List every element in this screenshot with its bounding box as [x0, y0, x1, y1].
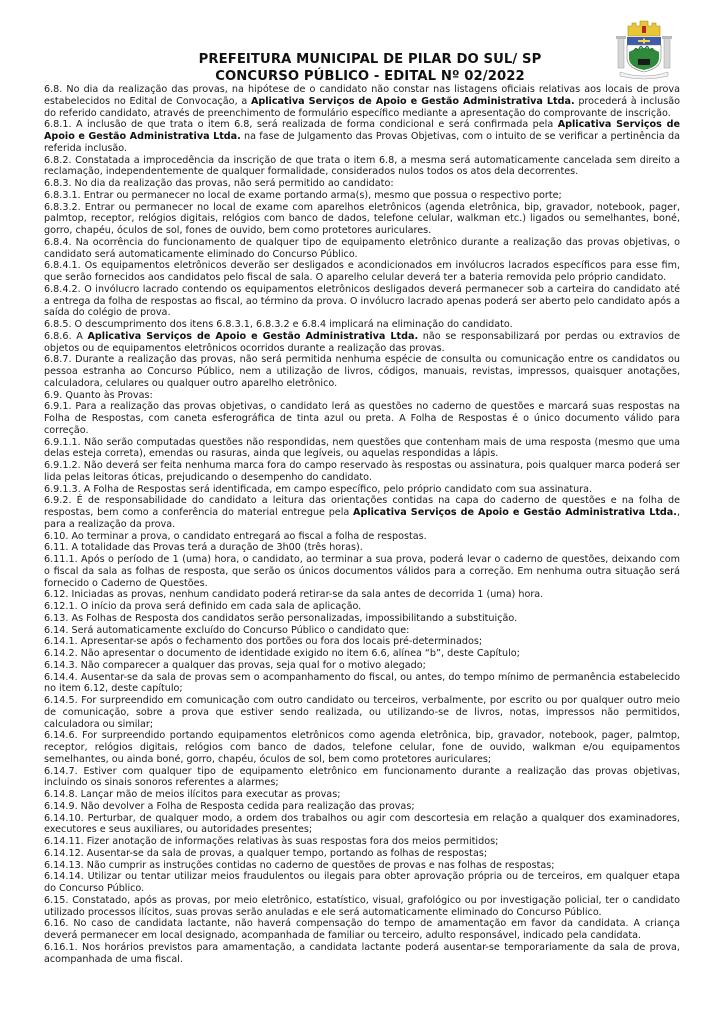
- company-name-bold: Aplicativa Serviços de Apoio e Gestão Administrativa Ltda.: [250, 95, 575, 107]
- paragraph-text: 6.12.1. O início da prova será definido em cada sala de aplicação.: [44, 601, 362, 612]
- paragraph-text: 6.14.4. Ausentar-se da sala de provas sem o acompanhamento do fiscal, ou antes, do tempo mínimo de permanência estabelecido no item 6.12, deste capítulo;: [44, 671, 680, 695]
- company-name-bold: Aplicativa Serviços de Apoio e Gestão Administrativa Ltda.: [87, 330, 419, 342]
- paragraph-text: 6.9.1.1. Não serão computadas questões não respondidas, nem questões que contenham mais de uma resposta (mesmo que uma delas esteja correta), emendas ou rasuras, ainda que legíveis, ou aquelas respondidas a lápis.: [44, 436, 680, 460]
- paragraph-text: 6.14.6. For surpreendido portando equipamentos eletrônicos como agenda eletrônica, bip, gravador, notebook, pager, palmtop, receptor, relógios digitais, relógios com banco de dados, telefone celular, fone de ouvido, walkman e/ou equipamentos semelhantes, ou ainda boné, gorro, chapéu, óculos de sol, bem como protetores auriculares;: [44, 730, 680, 765]
- paragraph-text: 6.9. Quanto às Provas:: [44, 389, 153, 401]
- paragraph-text: 6.8. No dia da realização das provas, na hipótese de o candidato não constar nas listagens oficiais relativas aos locais de prova estabelecidos no Edital de Convocação, a: [44, 84, 680, 107]
- paragraph-text: 6.14.3. Não comparecer a qualquer das provas, seja qual for o motivo alegado;: [44, 659, 426, 671]
- document-paragraph: [44, 155, 680, 179]
- document-paragraph: [44, 119, 680, 154]
- header-title-edital: CONCURSO PÚBLICO - EDITAL Nº 02/2022: [215, 69, 525, 84]
- document-paragraph: [44, 354, 680, 389]
- company-name-bold: Aplicativa Serviços de Apoio e Gestão Administrativa Ltda.: [44, 119, 681, 142]
- document-paragraph: [44, 401, 680, 436]
- document-paragraph: [44, 484, 680, 496]
- document-paragraph: [44, 636, 680, 648]
- paragraph-text: 6.9.1.3. A Folha de Respostas será identificada, em campo específico, pelo próprio candidato com sua assinatura.: [44, 483, 593, 495]
- paragraph-text-continued: , para a realização da prova.: [44, 507, 680, 530]
- paragraph-text: 6.8.2. Constatada a improcedência da inscrição de que trata o item 6.8, a mesma será automaticamente cancelada sem direito a reclamação, independentemente de qualquer formalidade, considerados nulos todos os atos dela decorrentes.: [44, 154, 680, 178]
- paragraph-text: 6.14.7. Estiver com qualquer tipo de equipamento eletrônico em funcionamento durante a realização das provas objetivas, incluindo os sinais sonoros referentes a alarmes;: [44, 765, 680, 789]
- document-paragraph: [44, 84, 680, 119]
- paragraph-text-continued: na fase de Julgamento das Provas Objetivas, com o intuito de se verificar a pertinência da referida inclusão.: [44, 131, 680, 154]
- paragraph-text: 6.8.3.2. Entrar ou permanecer no local de exame com aparelhos eletrônicos (agenda eletrônica, bip, gravador, notebook, pager, palmtop, receptor, relógios digitais, relógios com banco de dados, telefone celular, walkman etc.) ligados ou semelhantes, boné, gorro, chapéu, óculos de sol, fones de ouvido, bem como protetores auriculares.: [44, 201, 680, 236]
- document-paragraph: [44, 390, 680, 402]
- paragraph-text: 6.14.8. Lançar mão de meios ilícitos para executar as provas;: [44, 789, 341, 800]
- paragraph-text: 6.14.10. Perturbar, de qualquer modo, a ordem dos trabalhos ou agir com descortesia em relação a qualquer dos examinadores, executores e seus auxiliares, ou autoridades presentes;: [44, 812, 680, 836]
- paragraph-text: 6.8.4.2. O invólucro lacrado contendo os equipamentos eletrônicos desligados deverá permanecer sob a carteira do candidato até a entrega da folha de respostas ao fiscal, ao término da prova. O invólucro lacrado apenas poderá ser aberto pelo candidato após a saída do colégio de prova.: [44, 283, 680, 319]
- paragraph-text: 6.9.1. Para a realização das provas objetivas, o candidato lerá as questões no caderno de questões e marcará suas respostas na Folha de Respostas, com caneta esferográfica de tinta azul ou preta. A Folha de Respostas é o único documento válido para correção.: [44, 401, 680, 436]
- document-paragraph: [44, 589, 680, 601]
- municipal-coat-of-arms-icon: [616, 18, 672, 80]
- document-paragraph: [44, 542, 680, 554]
- paragraph-text: 6.8.4. Na ocorrência do funcionamento de qualquer tipo de equipamento eletrônico durante a realização das provas objetivas, o candidato será automaticamente eliminado do Concurso Público.: [44, 236, 680, 260]
- document-paragraph: [44, 813, 680, 837]
- paragraph-text: 6.14.2. Não apresentar o documento de identidade exigido no item 6.6, alínea “b”, deste Capítulo;: [44, 648, 520, 659]
- document-paragraph: [44, 178, 680, 190]
- document-paragraph: [44, 625, 680, 637]
- paragraph-text: 6.10. Ao terminar a prova, o candidato entregará ao fiscal a folha de respostas.: [44, 530, 427, 542]
- paragraph-text: 6.8.7. Durante a realização das provas, não será permitida nenhuma espécie de consulta ou comunicação entre os candidatos ou pessoa estranha ao Concurso Público, nem a utilização de livros, códigos, manuais, revistas, impressos, quaisquer anotações, calculadora, celulares ou qualquer outro aparelho eletrônico.: [44, 354, 680, 389]
- document-paragraph: [44, 319, 680, 331]
- paragraph-text: 6.16.1. Nos horários previstos para amamentação, a candidata lactante poderá ausentar-se temporariamente da sala de prova, acompanhada de uma fiscal.: [44, 941, 680, 965]
- document-paragraph: [44, 918, 680, 942]
- paragraph-text: 6.8.6. A: [44, 330, 88, 342]
- paragraph-text: 6.12. Iniciadas as provas, nenhum candidato poderá retirar-se da sala antes de decorrida 1 (uma) hora.: [44, 589, 544, 601]
- paragraph-text: 6.9.1.2. Não deverá ser feita nenhuma marca fora do campo reservado às respostas ou assinatura, pois qualquer marca poderá ser lida pelas leitoras óticas, prejudicando o desempenho do candidato.: [44, 460, 680, 483]
- document-paragraph: [44, 531, 680, 543]
- document-paragraph: [44, 942, 680, 966]
- paragraph-text-continued: procederá à inclusão do referido candidato, através de preenchimento de formulário específico mediante a apresentação do comprovante de inscrição.: [44, 95, 680, 119]
- paragraph-text: 6.14.11. Fizer anotação de informações relativas às suas respostas fora dos meios permitidos;: [44, 836, 499, 847]
- company-name-bold: Aplicativa Serviços de Apoio e Gestão Administrativa Ltda.: [353, 507, 677, 518]
- paragraph-text: 6.11.1. Após o período de 1 (uma) hora, o candidato, ao terminar a sua prova, poderá levar o caderno de questões, deixando com o fiscal da sala as folhas de resposta, que serão os únicos documentos válidos para a correção. Em nenhuma outra situação será fornecido o Caderno de Questões.: [44, 554, 680, 589]
- document-paragraph: [44, 895, 680, 919]
- paragraph-text-continued: não se responsabilizará por perdas ou extravios de objetos ou de equipamentos eletrônicos ocorridos durante a realização das provas.: [44, 330, 680, 354]
- paragraph-text: 6.14.5. For surpreendido em comunicação com outro candidato ou terceiros, verbalmente, por escrito ou por qualquer outro meio de comunicação, sobre a prova que estiver sendo realizada, ou utilizando-se de livros, notas, impressos não permitidos, calculadora ou similar;: [44, 695, 680, 730]
- document-paragraph: [44, 601, 680, 613]
- paragraph-text: 6.8.3. No dia da realização das provas, não será permitido ao candidato:: [44, 178, 394, 189]
- document-paragraph: [44, 801, 680, 813]
- document-body: [44, 84, 680, 965]
- paragraph-text: 6.11. A totalidade das Provas terá a duração de 3h00 (três horas).: [44, 542, 363, 554]
- paragraph-text: 6.8.1. A inclusão de que trata o item 6.8, será realizada de forma condicional e será confirmada pela: [44, 119, 558, 131]
- document-paragraph: [44, 437, 680, 461]
- header-title-municipality: PREFEITURA MUNICIPAL DE PILAR DO SUL/ SP: [198, 52, 542, 67]
- document-paragraph: [44, 284, 680, 319]
- document-paragraph: [44, 460, 680, 484]
- paragraph-text: 6.14.14. Utilizar ou tentar utilizar meios fraudulentos ou ilegais para obter aprovação própria ou de terceiros, em qualquer etapa do Concurso Público.: [44, 871, 680, 894]
- paragraph-text: 6.8.5. O descumprimento dos itens 6.8.3.1, 6.8.3.2 e 6.8.4 implicará na eliminação do candidato.: [44, 319, 513, 330]
- document-paragraph: [44, 730, 680, 765]
- paragraph-text: 6.14.13. Não cumprir as instruções contidas no caderno de questões de provas e nas folhas de respostas;: [44, 859, 555, 871]
- paragraph-text: 6.9.2. É de responsabilidade do candidato a leitura das orientações contidas na capa do caderno de questões e na folha de respostas, bem como a conferência do material entregue pela: [44, 495, 680, 518]
- document-paragraph: [44, 660, 680, 672]
- paragraph-text: 6.14.1. Apresentar-se após o fechamento dos portões ou fora dos locais pré-determinados;: [44, 636, 483, 648]
- document-paragraph: [44, 202, 680, 237]
- document-paragraph: [44, 613, 680, 625]
- document-paragraph: [44, 860, 680, 872]
- paragraph-text: 6.14.12. Ausentar-se da sala de provas, a qualquer tempo, portando as folhas de respostas;: [44, 847, 488, 859]
- paragraph-text: 6.15. Constatado, após as provas, por meio eletrônico, estatístico, visual, grafológico ou por investigação policial, ter o candidato utilizado processos ilícitos, suas provas serão anuladas e ele será automaticamente eliminado do Concurso Público.: [44, 894, 680, 918]
- document-paragraph: [44, 495, 680, 530]
- document-paragraph: [44, 260, 680, 284]
- document-paragraph: [44, 766, 680, 790]
- document-paragraph: [44, 190, 680, 202]
- paragraph-text: 6.16. No caso de candidata lactante, não haverá compensação do tempo de amamentação em favor da candidata. A criança deverá permanecer em local designado, acompanhada de familiar ou terceiro, adulto responsável, indicado pela candidata.: [44, 918, 680, 941]
- document-paragraph: [44, 695, 680, 730]
- paragraph-text: 6.13. As Folhas de Resposta dos candidatos serão personalizadas, impossibilitando a substituição.: [44, 612, 518, 624]
- document-paragraph: [44, 789, 680, 801]
- document-paragraph: [44, 237, 680, 261]
- document-paragraph: [44, 871, 680, 895]
- paragraph-text: 6.14. Será automaticamente excluído do Concurso Público o candidato que:: [44, 624, 410, 636]
- document-paragraph: [44, 554, 680, 589]
- paragraph-text: 6.14.9. Não devolver a Folha de Resposta cedida para realização das provas;: [44, 800, 415, 812]
- paragraph-text: 6.8.4.1. Os equipamentos eletrônicos deverão ser desligados e acondicionados em invólucros lacrados específicos para esse fim, que serão fornecidos aos candidatos pelo fiscal de sala. O aparelho celular deverá ter a bateria removida pelo próprio candidato.: [44, 260, 680, 283]
- document-paragraph: [44, 672, 680, 696]
- document-paragraph: [44, 648, 680, 660]
- paragraph-text: 6.8.3.1. Entrar ou permanecer no local de exame portando arma(s), mesmo que possua o respectivo porte;: [44, 189, 562, 201]
- document-paragraph: [44, 848, 680, 860]
- document-paragraph: [44, 836, 680, 848]
- document-paragraph: [44, 331, 680, 355]
